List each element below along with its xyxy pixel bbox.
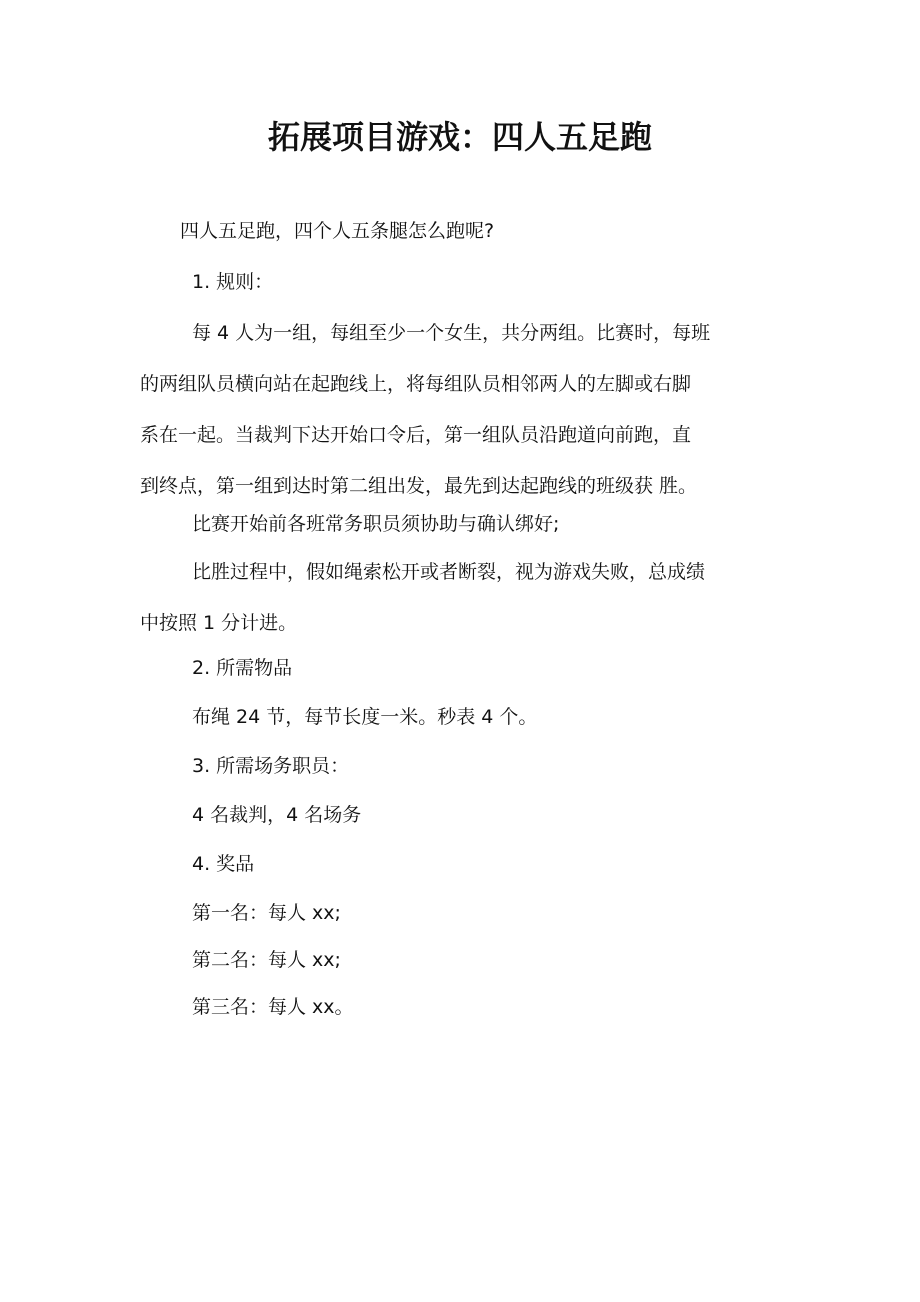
rule-note-line: 中按照 1 分计进。 — [140, 612, 298, 634]
rule-line: 系在一起。当裁判下达开始口令后，第一组队员沿跑道向前跑，直 — [140, 424, 692, 446]
materials-text: 布绳 24 节，每节长度一米。秒表 4 个。 — [192, 706, 538, 728]
intro-line: 四人五足跑，四个人五条腿怎么跑呢? — [180, 220, 495, 242]
section-2-heading: 2. 所需物品 — [192, 657, 293, 679]
rule-line: 每 4 人为一组，每组至少一个女生，共分两组。比赛时，每班 — [192, 322, 711, 344]
section-4-heading: 4. 奖品 — [192, 853, 255, 875]
staff-text: 4 名裁判，4 名场务 — [192, 804, 362, 826]
document-title: 拓展项目游戏：四人五足跑 — [267, 118, 652, 156]
rule-note-binding: 比赛开始前各班常务职员须协助与确认绑好; — [192, 513, 560, 535]
rule-paragraph — [140, 308, 790, 512]
rule-line: 的两组队员横向站在起跑线上，将每组队员相邻两人的左脚或右脚 — [140, 373, 692, 395]
rule-note-failure — [140, 547, 790, 649]
rule-line: 到终点，第一组到达时第二组出发，最先到达起跑线的班级获 胜。 — [140, 475, 698, 497]
prize-second: 第二名：每人 xx; — [192, 949, 341, 971]
rule-note-line: 比胜过程中，假如绳索松开或者断裂，视为游戏失败，总成绩 — [192, 561, 706, 583]
section-1-heading: 1. 规则： — [192, 271, 274, 293]
prize-first: 第一名：每人 xx; — [192, 902, 341, 924]
section-3-heading: 3. 所需场务职员： — [192, 755, 350, 777]
prize-third: 第三名：每人 xx。 — [192, 996, 354, 1018]
